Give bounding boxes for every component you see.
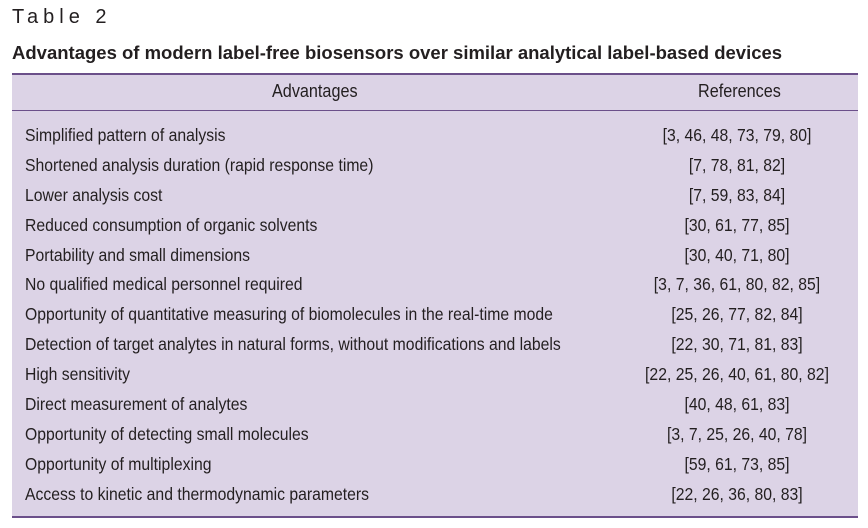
- table-title: Advantages of modern label-free biosensors over similar analytical label-based devices: [12, 42, 783, 63]
- references-cell: [3, 46, 48, 73, 79, 80]: [662, 125, 812, 145]
- references-cell: [30, 61, 77, 85]: [684, 214, 790, 235]
- table-header-row: [12, 75, 858, 111]
- table-label: Table 2: [12, 6, 112, 28]
- table-row: [12, 451, 858, 481]
- table-row: [12, 212, 858, 242]
- advantage-cell: Detection of target analytes in natural forms, without modifications and labels: [25, 334, 561, 355]
- advantage-cell: Access to kinetic and thermodynamic parameters: [25, 483, 370, 504]
- references-cell: [22, 25, 26, 40, 61, 80, 82]: [645, 364, 829, 385]
- advantage-cell: Opportunity of detecting small molecules: [25, 423, 309, 444]
- table-row: [12, 361, 858, 391]
- table-row: [12, 242, 858, 272]
- references-cell: [30, 40, 71, 80]: [684, 244, 790, 265]
- table-row: [12, 122, 858, 152]
- advantage-cell: Lower analysis cost: [25, 184, 163, 205]
- references-cell: [3, 7, 36, 61, 80, 82, 85]: [653, 274, 821, 295]
- references-cell: [25, 26, 77, 82, 84]: [671, 304, 803, 325]
- advantage-cell: Opportunity of quantitative measuring of biomolecules in the real-time mode: [25, 304, 553, 325]
- advantage-cell: Shortened analysis duration (rapid response time): [25, 154, 374, 175]
- advantage-cell: High sensitivity: [25, 364, 131, 385]
- references-cell: [3, 7, 25, 26, 40, 78]: [666, 423, 808, 444]
- table-row: [12, 481, 858, 511]
- advantage-cell: Reduced consumption of organic solvents: [25, 214, 318, 235]
- references-cell: [7, 59, 83, 84]: [688, 184, 786, 205]
- data-table: [12, 73, 858, 518]
- column-header-advantages: Advantages: [272, 81, 358, 101]
- table-row: [12, 271, 858, 301]
- references-cell: [7, 78, 81, 82]: [688, 154, 786, 175]
- table-row: [12, 421, 858, 451]
- advantage-cell: Opportunity of multiplexing: [25, 453, 212, 474]
- advantage-cell: Direct measurement of analytes: [25, 394, 248, 415]
- references-cell: [40, 48, 61, 83]: [684, 394, 790, 415]
- references-cell: [22, 30, 71, 81, 83]: [671, 334, 803, 355]
- table-row: [12, 152, 858, 182]
- column-header-references: References: [698, 81, 781, 101]
- table-body: [12, 122, 858, 511]
- table-row: [12, 391, 858, 421]
- table-row: [12, 301, 858, 331]
- advantage-cell: No qualified medical personnel required: [25, 274, 303, 295]
- references-cell: [59, 61, 73, 85]: [684, 453, 790, 474]
- advantage-cell: Portability and small dimensions: [25, 244, 250, 265]
- table-row: [12, 182, 858, 212]
- table-row: [12, 331, 858, 361]
- advantage-cell: Simplified pattern of analysis: [25, 125, 226, 145]
- references-cell: [22, 26, 36, 80, 83]: [671, 483, 803, 504]
